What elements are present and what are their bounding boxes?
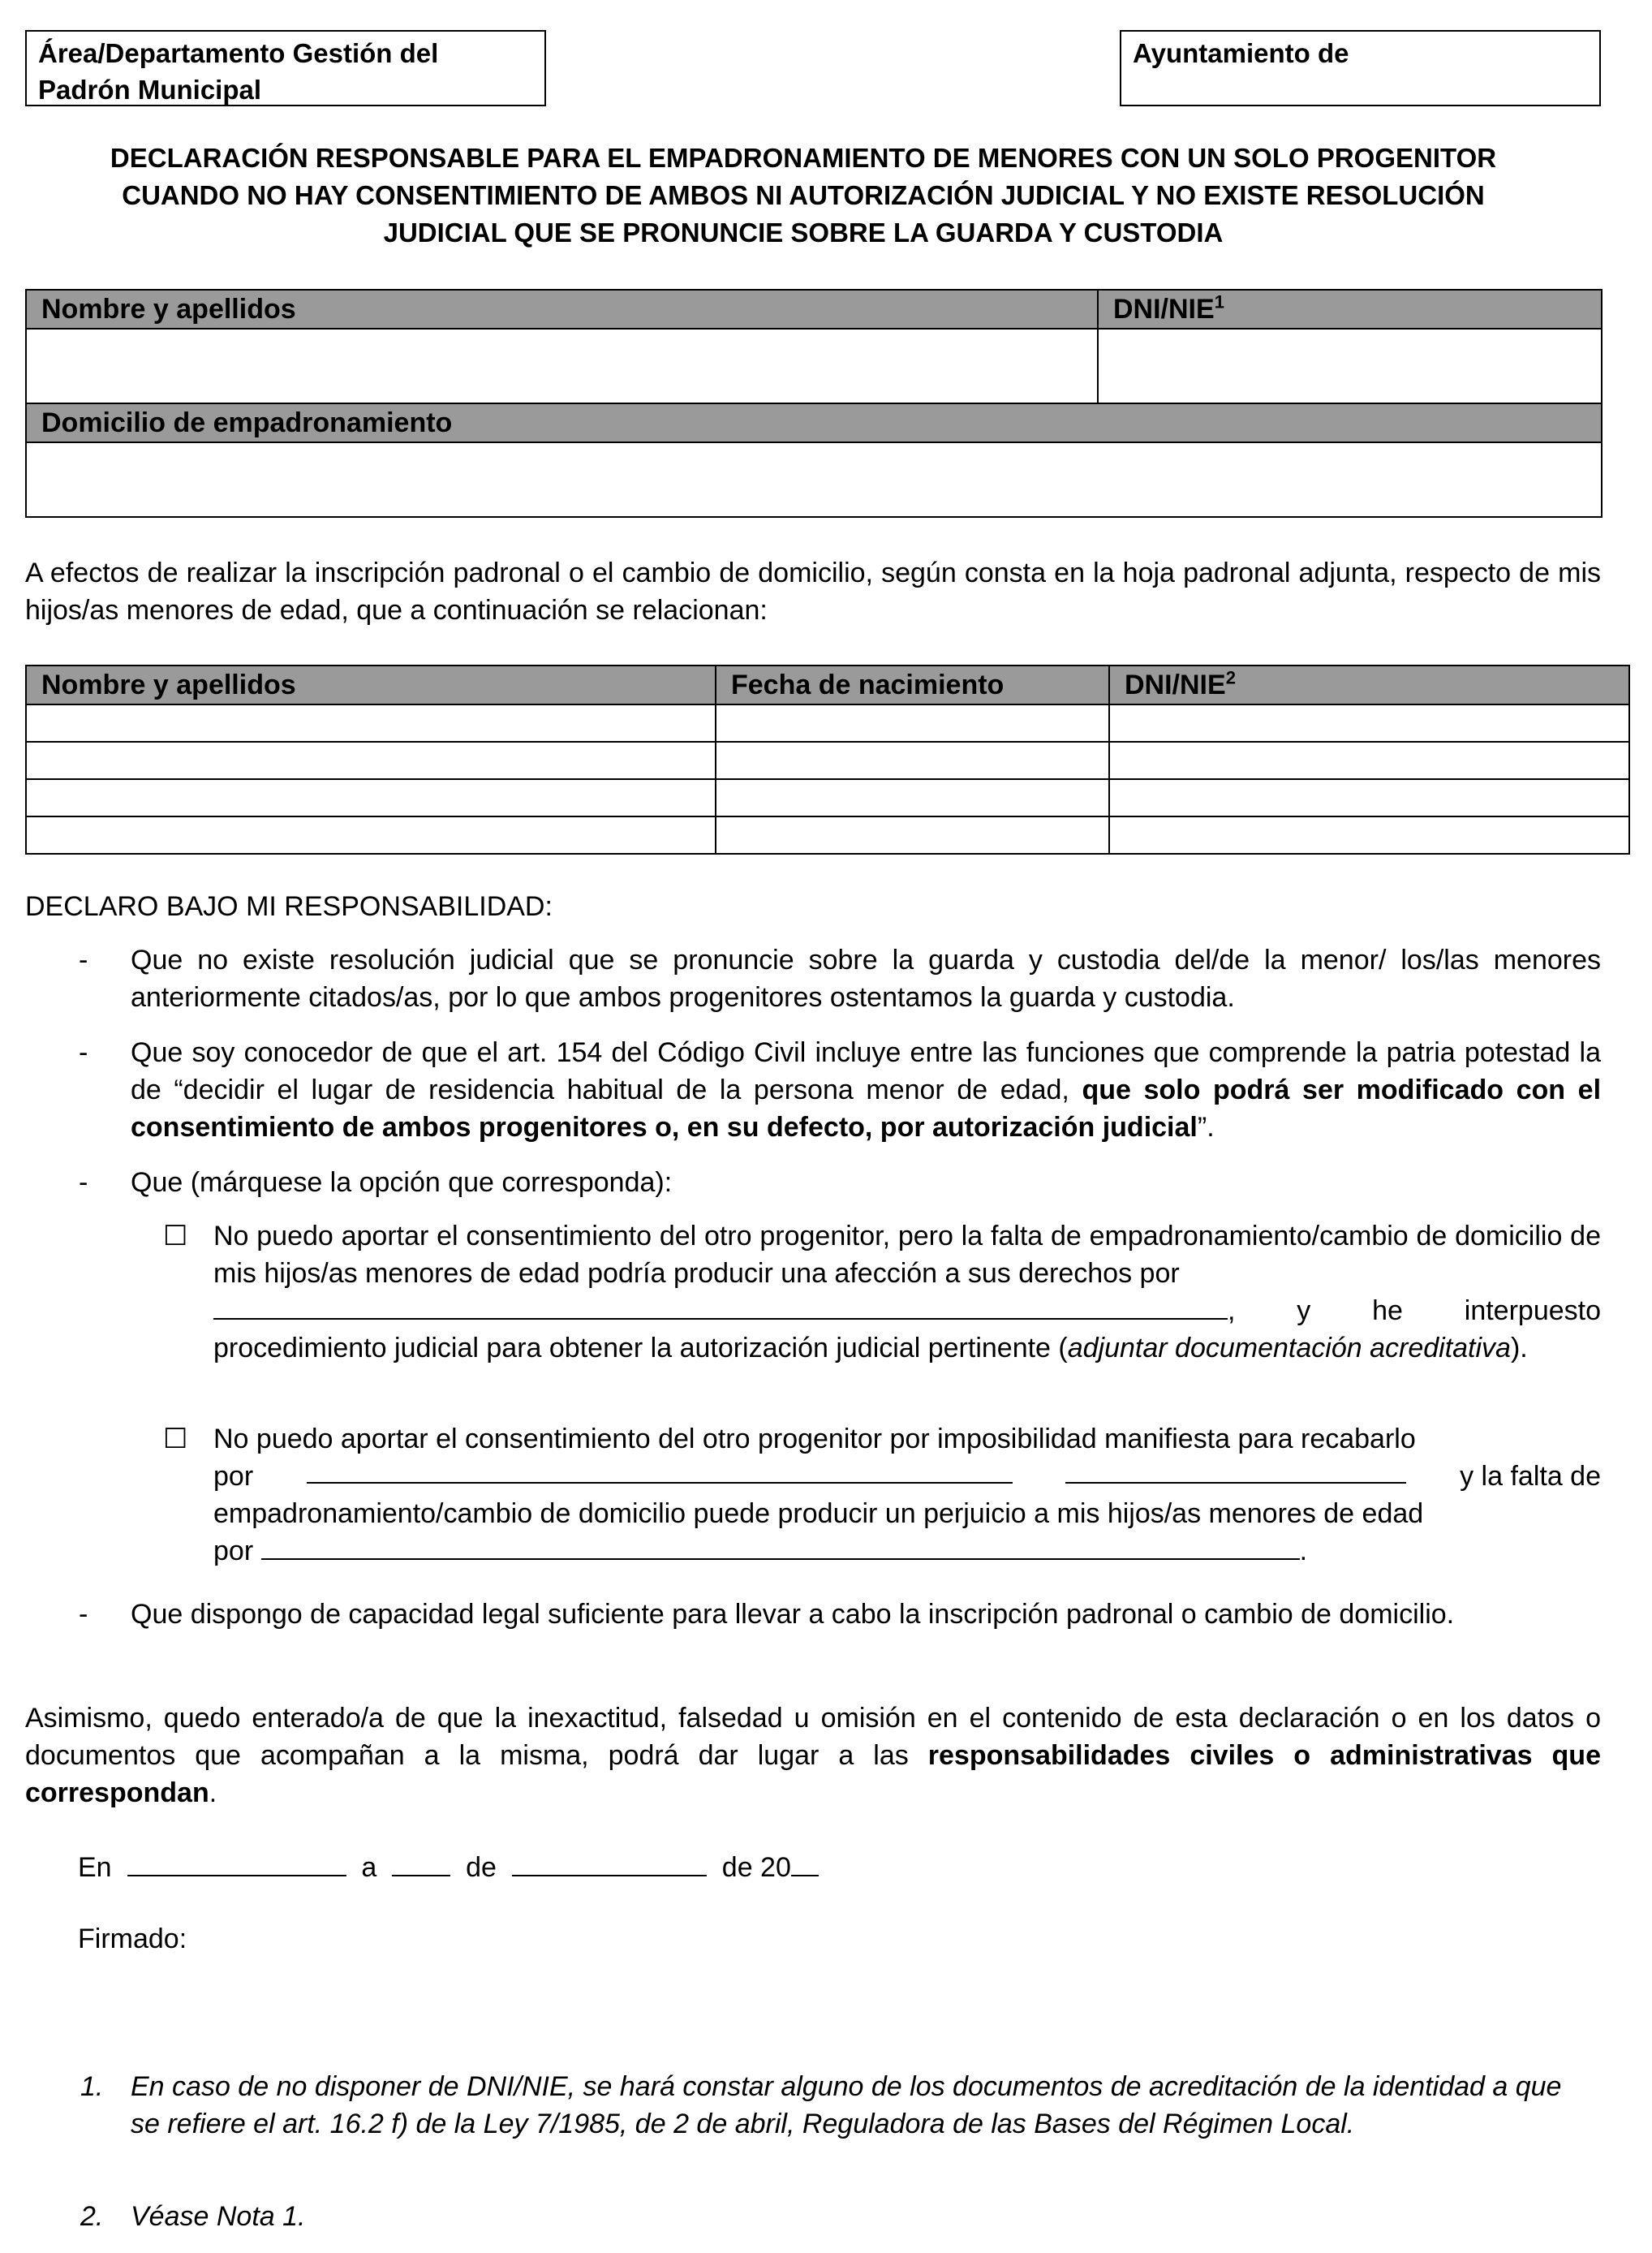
table-row xyxy=(26,742,1629,779)
declarant-name-header: Nombre y apellidos xyxy=(26,290,1098,329)
children-table xyxy=(25,665,1630,855)
option-2 xyxy=(25,1420,1601,1575)
intro-paragraph: A efectos de realizar la inscripción padronal o el cambio de domicilio, según consta en la hoja padronal adjunta, respecto de mis hijos/as menores de edad, que a continuación se relacionan: xyxy=(25,558,1601,626)
option-1-text: No puedo aportar el consentimiento del otro progenitor, pero la falta de empadronamiento/cambio de domicilio de mis hijos/as menores de edad podría producir una afección a sus derechos por , y he interpuesto procedimiento judicial para obtener la autorización judicial pertinente (adjuntar documentación acreditativa). xyxy=(213,1221,1601,1363)
child-dni-field[interactable] xyxy=(1109,779,1629,816)
footnote-number: 1. xyxy=(80,2071,104,2102)
checkbox-icon[interactable]: ☐ xyxy=(163,1424,188,1454)
child-dni-field[interactable] xyxy=(1109,742,1629,779)
closing-paragraph: Asimismo, quedo enterado/a de que la inexactitud, falsedad u omisión en el contenido de esta declaración o en los datos o documentos que acompañan a la misma, podrá dar lugar a las responsabilidades civiles o administrativas que correspondan. xyxy=(25,1703,1601,1808)
table-row xyxy=(26,704,1629,742)
item-1-text: Que no existe resolución judicial que se pronuncie sobre la guarda y custodia del/de la menor/ los/las menores anteriormente citados/as, por lo que ambos progenitores ostentamos la guarda y custodia. xyxy=(131,945,1601,1013)
footnote-text: En caso de no disponer de DNI/NIE, se hará constar alguno de los documentos de acreditación de la identidad a que se refiere el art. 16.2 f) de la Ley 7/1985, de 2 de abril, Reguladora de las Bases del Régimen Local. xyxy=(131,2071,1562,2139)
document-title xyxy=(73,140,1534,252)
child-name-field[interactable] xyxy=(26,704,716,742)
item-3-text: Que (márquese la opción que corresponda): xyxy=(131,1167,673,1198)
item-4-text: Que dispongo de capacidad legal suficiente para llevar a cabo la inscripción padronal o cambio de domicilio. xyxy=(131,1599,1455,1630)
reason-blank-2[interactable] xyxy=(307,1458,1013,1484)
footnote-2 xyxy=(25,2198,1567,2238)
declaro-heading: DECLARO BAJO MI RESPONSABILIDAD: xyxy=(25,891,553,922)
declarant-name-field[interactable] xyxy=(26,329,1098,403)
declarant-dni-header: DNI/NIE$^1$ xyxy=(1098,290,1602,329)
table-row xyxy=(26,779,1629,816)
day-blank[interactable] xyxy=(392,1850,450,1876)
child-name-field[interactable] xyxy=(26,816,716,854)
child-dni-header: DNI/NIE$^2$ xyxy=(1109,666,1629,704)
child-name-field[interactable] xyxy=(26,779,716,816)
list-item xyxy=(25,941,1601,1016)
footnote-1 xyxy=(25,2068,1567,2182)
reason-blank-4[interactable] xyxy=(261,1534,1300,1560)
option-2-text: No puedo aportar el consentimiento del otro progenitor por imposibilidad manifiesta para recabarlo por y la falta de empadronamiento/cambio de domicilio puede producir un perjuicio a mis hijos/as menores de edad por . xyxy=(213,1424,1601,1566)
table-row xyxy=(26,816,1629,854)
domicilio-field[interactable] xyxy=(26,442,1602,517)
list-dash: - xyxy=(79,945,88,976)
reason-blank-1[interactable] xyxy=(213,1294,1228,1320)
dni-superscript-2: 2 xyxy=(1225,667,1236,688)
child-dni-field[interactable] xyxy=(1109,816,1629,854)
footnote-text: Véase Nota 1. xyxy=(131,2201,306,2232)
place-blank[interactable] xyxy=(127,1850,346,1876)
domicilio-header: Domicilio de empadronamiento xyxy=(26,403,1602,442)
firmado-label: Firmado: xyxy=(78,1923,187,1954)
ayuntamiento-label: Ayuntamiento de xyxy=(1133,38,1349,68)
child-birth-field[interactable] xyxy=(716,779,1109,816)
child-dni-field[interactable] xyxy=(1109,704,1629,742)
list-item xyxy=(25,1164,1601,1201)
declarant-table xyxy=(25,289,1603,518)
reason-blank-3[interactable] xyxy=(1065,1458,1406,1484)
list-dash: - xyxy=(79,1037,88,1068)
month-blank[interactable] xyxy=(512,1850,707,1876)
item-2-bold: que solo podrá ser modificado con el consentimiento de ambos progenitores o, en su defecto, por autorización judicial xyxy=(131,1075,1602,1143)
title-line-3: JUDICIAL QUE SE PRONUNCIE SOBRE LA GUARDA Y CUSTODIA xyxy=(383,218,1224,248)
item-2-text: Que soy conocedor de que el art. 154 del Código Civil incluye entre las funciones que comprende la patria potestad la de “decidir el lugar de residencia habitual de la persona menor de edad, que solo podrá ser modificado con el consentimiento de ambos progenitores o, en su defecto, por autorización judicial”. xyxy=(131,1037,1602,1143)
list-dash: - xyxy=(79,1167,88,1198)
title-line-1: DECLARACIÓN RESPONSABLE PARA EL EMPADRONAMIENTO DE MENORES CON UN SOLO PROGENITOR xyxy=(110,143,1497,173)
declarant-dni-field[interactable] xyxy=(1098,329,1602,403)
checkbox-icon[interactable]: ☐ xyxy=(163,1221,188,1251)
option-1 xyxy=(25,1217,1601,1404)
list-item xyxy=(25,1034,1601,1148)
declaration-list xyxy=(25,941,1601,1672)
list-item xyxy=(25,1596,1601,1670)
dni-superscript-1: 1 xyxy=(1214,291,1224,312)
area-box xyxy=(25,30,546,106)
option-1-italic: adjuntar documentación acreditativa xyxy=(1067,1333,1511,1363)
title-line-2: CUANDO NO HAY CONSENTIMIENTO DE AMBOS NI AUTORIZACIÓN JUDICIAL Y NO EXISTE RESOLUCIÓN xyxy=(122,180,1485,210)
list-dash: - xyxy=(79,1599,88,1630)
ayuntamiento-box xyxy=(1120,30,1601,106)
child-birth-field[interactable] xyxy=(716,742,1109,779)
child-name-header: Nombre y apellidos xyxy=(26,666,716,704)
area-label: Área/Departamento Gestión del Padrón Municipal xyxy=(38,38,439,105)
date-line: En a de de 20 xyxy=(78,1849,1133,1886)
child-name-field[interactable] xyxy=(26,742,716,779)
footnote-number: 2. xyxy=(80,2201,104,2232)
closing-bold: responsabilidades civiles o administrativas que correspondan xyxy=(25,1740,1601,1808)
child-birth-field[interactable] xyxy=(716,816,1109,854)
year-blank[interactable] xyxy=(791,1850,819,1876)
child-birth-header: Fecha de nacimiento xyxy=(716,666,1109,704)
child-birth-field[interactable] xyxy=(716,704,1109,742)
